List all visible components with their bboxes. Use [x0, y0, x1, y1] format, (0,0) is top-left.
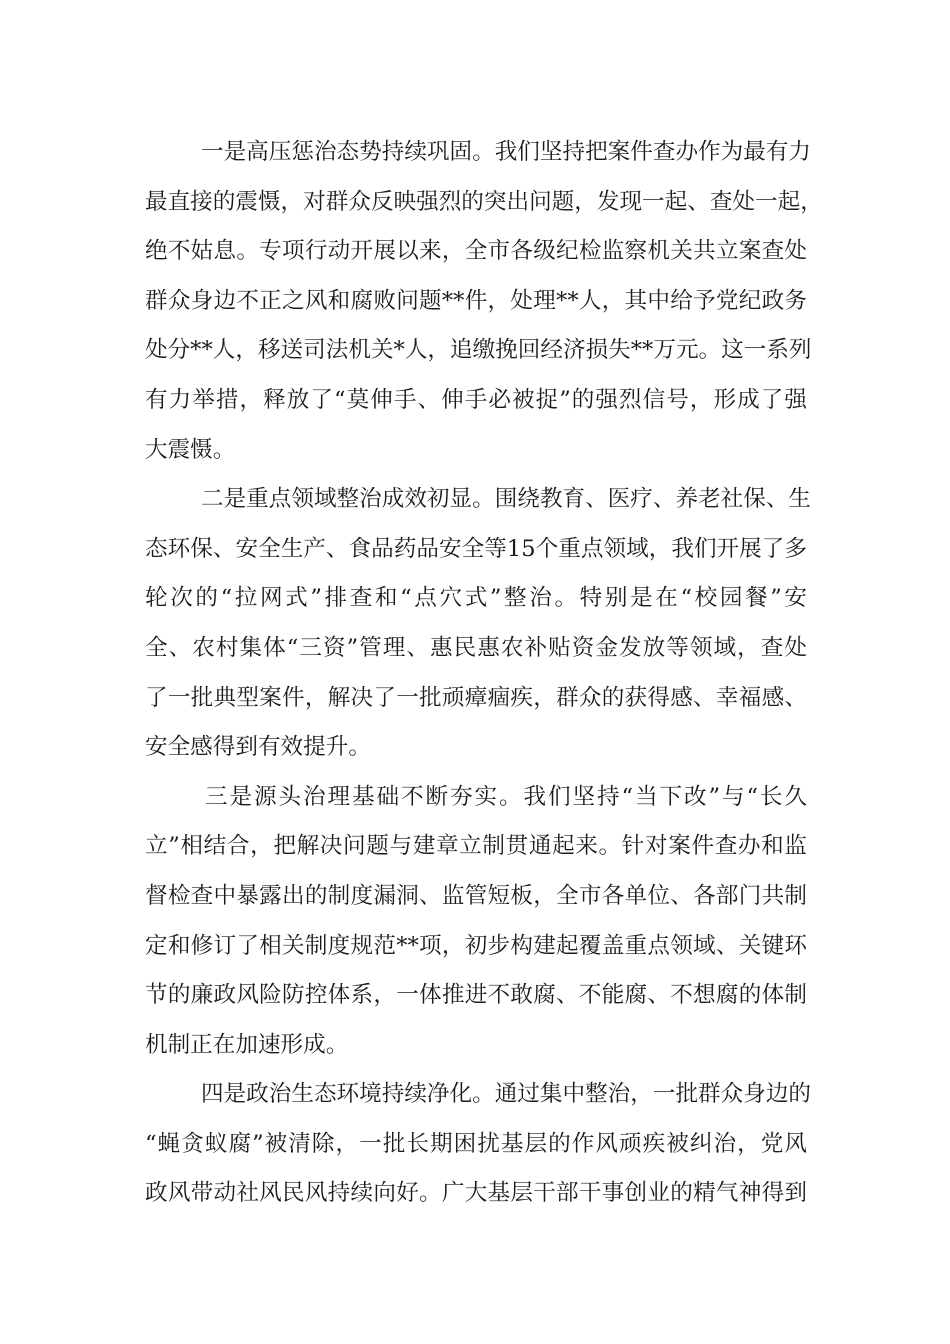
paragraph: [145, 773, 807, 1071]
text-line: 轮次的“拉网式”排查和“点穴式”整治。特别是在“校园餐”安: [145, 585, 807, 612]
text-line: 机制正在加速形成。: [145, 1031, 349, 1058]
text-line: 全、农村集体“三资”管理、惠民惠农补贴资金发放等领域，查处: [145, 634, 807, 661]
text-line: 安全感得到有效提升。: [145, 734, 371, 761]
text-line: 了一批典型案件，解决了一批顽瘴痼疾，群众的获得感、幸福感、: [145, 684, 807, 711]
text-line: 政风带动社风民风持续向好。广大基层干部干事创业的精气神得到: [145, 1180, 807, 1207]
text-line: 四是政治生态环境持续净化。通过集中整治，一批群众身边的: [201, 1081, 812, 1108]
text-line: 三是源头治理基础不断夯实。我们坚持“当下改”与“长久: [205, 783, 807, 810]
paragraph: [145, 475, 812, 773]
text-line: 二是重点领域整治成效初显。围绕教育、医疗、养老社保、生: [201, 486, 812, 513]
text-line: 绝不姑息。专项行动开展以来，全市各级纪检监察机关共立案查处: [145, 238, 807, 265]
text-line: 有力举措，释放了“莫伸手、伸手必被捉”的强烈信号，形成了强: [145, 386, 807, 413]
text-line: 群众身边不正之风和腐败问题**件，处理**人，其中给予党纪政务: [145, 287, 807, 314]
text-line: 节的廉政风险防控体系，一体推进不敢腐、不能腐、不想腐的体制: [145, 982, 807, 1009]
paragraph: [145, 128, 823, 475]
text-line: “蝇贪蚁腐”被清除，一批长期困扰基层的作风顽疾被纠治，党风: [145, 1130, 807, 1157]
text-line: 一是高压惩治态势持续巩固。我们坚持把案件查办作为最有力: [201, 139, 812, 165]
text-line: 督检查中暴露出的制度漏洞、监管短板，全市各单位、各部门共制: [145, 882, 807, 909]
text-line: 态环保、安全生产、食品药品安全等15个重点领域，我们开展了多: [145, 535, 807, 562]
paragraph: [145, 1070, 812, 1219]
text-line: 最直接的震慑，对群众反映强烈的突出问题，发现一起、查处一起，: [145, 188, 823, 215]
text-line: 立”相结合，把解决问题与建章立制贯通起来。针对案件查办和监: [145, 833, 807, 860]
text-line: 处分**人，移送司法机关*人，追缴挽回经济损失**万元。这一系列: [145, 337, 812, 364]
document-page: [145, 128, 823, 1219]
text-line: 定和修订了相关制度规范**项，初步构建起覆盖重点领域、关键环: [145, 932, 807, 959]
text-line: 大震慑。: [145, 436, 236, 463]
